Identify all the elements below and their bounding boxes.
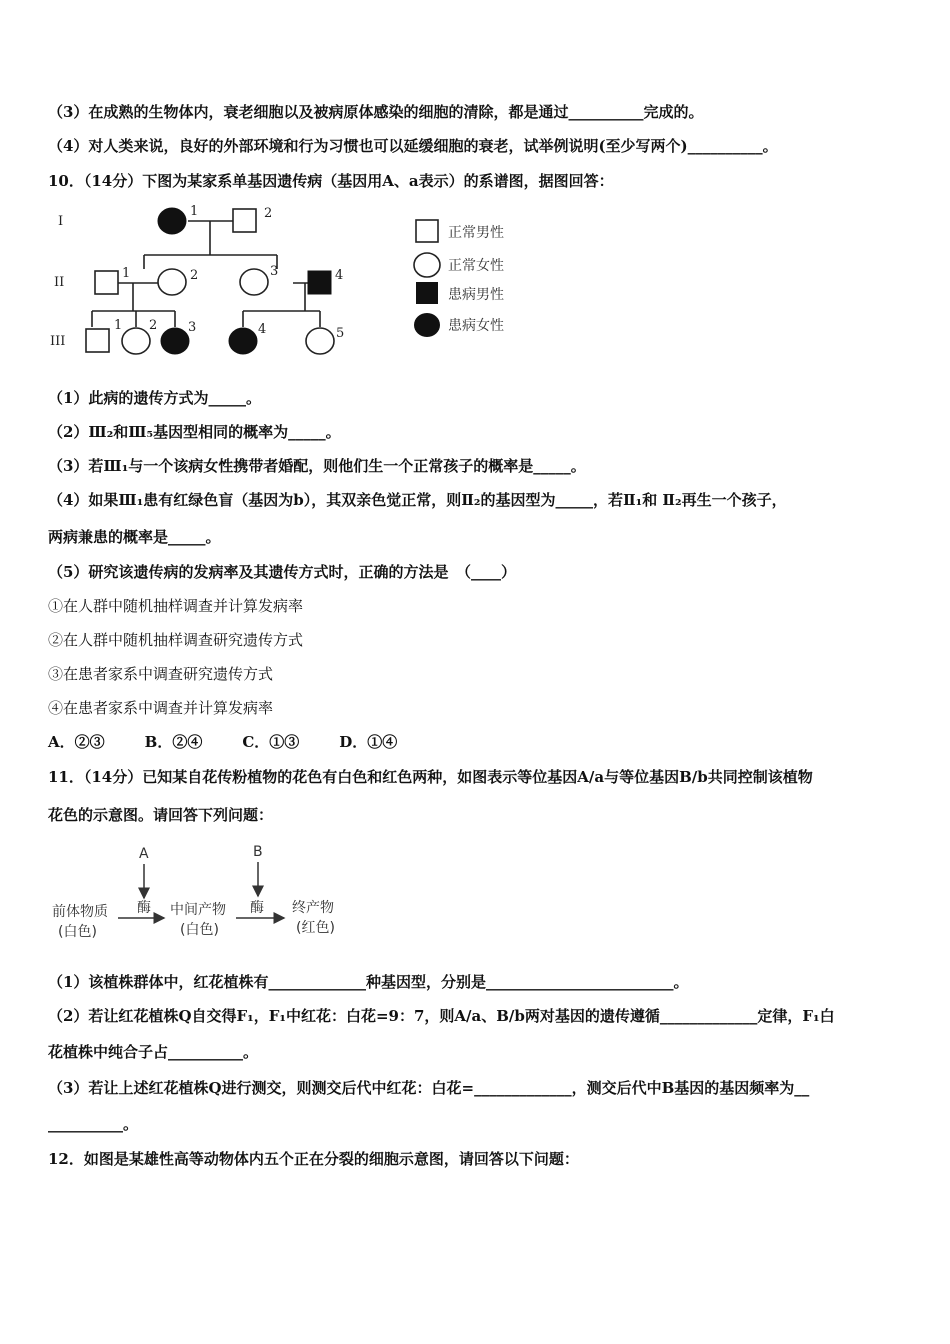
num-III5: 5 (336, 326, 345, 341)
intermediate-color: (白色) (180, 922, 219, 938)
q11-part1: （1）该植株群体中，红花植株有_____________种基因型，分别是_________________________。 (48, 973, 689, 991)
gen-label-I: I (58, 214, 64, 229)
num-II2: 2 (190, 268, 199, 283)
q10-part1: （1）此病的遗传方式为_____。 (48, 389, 261, 407)
precursor-color: (白色) (58, 924, 97, 940)
q10-part3: （3）若Ⅲ₁与一个该病女性携带者婚配，则他们生一个正常孩子的概率是_____。 (48, 457, 586, 475)
q11-title: 11．（14分）已知某自花传粉植物的花色有白色和红色两种，如图表示等位基因A/a与等位基因B/b共同控制该植物 (48, 768, 813, 786)
num-III3: 3 (188, 320, 197, 335)
intermediate-label: 中间产物 (170, 902, 226, 918)
num-III4: 4 (258, 322, 267, 337)
legend-normal-male-icon (416, 220, 438, 242)
choice-B: B．②④ (144, 733, 203, 751)
pedigree-III5-normal-female (306, 328, 334, 354)
q10-title: 10．（14分）下图为某家系单基因遗传病（基因用A、a表示）的系谱图，据图回答： (48, 172, 614, 190)
q11-part2-cont: 花植株中纯合子占__________。 (48, 1043, 259, 1061)
legend-affected-female: 患病女性 (448, 318, 504, 334)
q9-part3: （3）在成熟的生物体内，衰老细胞以及被病原体感染的细胞的清除，都是通过__________完成的。 (48, 103, 704, 121)
enzyme-1-label: 酶 (137, 900, 151, 916)
choice-A: A．②③ (48, 733, 105, 751)
choice-C: C．①③ (242, 733, 300, 751)
q12-title: 12．如图是某雄性高等动物体内五个正在分裂的细胞示意图，请回答以下问题： (48, 1150, 579, 1168)
pedigree-I1-affected-female (158, 208, 186, 234)
pedigree-II3-normal-female (240, 269, 268, 295)
pedigree-III1-normal-male (86, 329, 109, 352)
pedigree-II1-normal-male (95, 271, 118, 294)
num-III1: 1 (114, 318, 123, 333)
num-I1: 1 (190, 204, 199, 219)
answer-choices (48, 732, 437, 752)
num-II1: 1 (122, 266, 131, 281)
legend-normal-male: 正常男性 (448, 225, 504, 241)
gene-B-label: B (253, 844, 263, 860)
pedigree-I2-normal-male (233, 209, 256, 232)
legend-normal-female: 正常女性 (448, 258, 504, 274)
pedigree-II4-affected-male (308, 271, 331, 294)
final-product-color: (红色) (296, 920, 335, 936)
num-III2: 2 (149, 318, 158, 333)
final-product-label: 终产物 (292, 900, 334, 916)
gen-label-III: III (50, 334, 66, 349)
q10-part4: （4）如果Ⅲ₁患有红绿色盲（基因为b），其双亲色觉正常，则Ⅱ₂的基因型为_____，若Ⅱ₁和 Ⅱ₂再生一个孩子， (48, 491, 787, 509)
enzyme-2-label: 酶 (250, 900, 264, 916)
num-II4: 4 (335, 268, 344, 283)
option-4: ④在患者家系中调查并计算发病率 (48, 699, 274, 717)
option-2: ②在人群中随机抽样调查研究遗传方式 (48, 631, 304, 649)
option-1: ①在人群中随机抽样调查并计算发病率 (48, 597, 304, 615)
pedigree-III3-affected-female (161, 328, 189, 354)
q10-part5: （5）研究该遗传病的发病率及其遗传方式时，正确的方法是 （____） (48, 563, 516, 581)
q11-part3: （3）若让上述红花植株Q进行测交，则测交后代中红花：白花=_____________，测交后代中B基因的基因频率为__ (48, 1079, 810, 1097)
gene-A-label: A (139, 846, 149, 862)
pedigree-chart (40, 195, 560, 370)
choice-D: D．①④ (339, 733, 398, 751)
pedigree-II2-normal-female (158, 269, 186, 295)
legend-affected-male-icon (416, 282, 438, 304)
q11-part2: （2）若让红花植株Q自交得F₁，F₁中红花：白花=9：7，则A/a、B/b两对基因的遗传遵循_____________定律，F₁白 (48, 1007, 835, 1025)
legend-affected-male: 患病男性 (448, 287, 504, 303)
q9-part4: （4）对人类来说，良好的外部环境和行为习惯也可以延缓细胞的衰老，试举例说明(至少写两个)__________。 (48, 137, 778, 155)
num-I2: 2 (264, 206, 273, 221)
num-II3: 3 (270, 264, 279, 279)
option-3: ③在患者家系中调查研究遗传方式 (48, 665, 274, 683)
gene-pathway-diagram (44, 840, 364, 950)
pedigree-III4-affected-female (229, 328, 257, 354)
q11-title-cont: 花色的示意图。请回答下列问题： (48, 806, 274, 824)
gen-label-II: II (54, 275, 65, 290)
pedigree-III2-normal-female (122, 328, 150, 354)
precursor-label: 前体物质 (52, 904, 108, 920)
q10-part4-cont: 两病兼患的概率是_____。 (48, 528, 221, 546)
q10-part2: （2）Ⅲ₂和Ⅲ₅基因型相同的概率为_____。 (48, 423, 341, 441)
legend-normal-female-icon (414, 253, 440, 277)
legend-affected-female-icon (414, 313, 440, 337)
q11-part3-cont: __________。 (48, 1115, 139, 1133)
